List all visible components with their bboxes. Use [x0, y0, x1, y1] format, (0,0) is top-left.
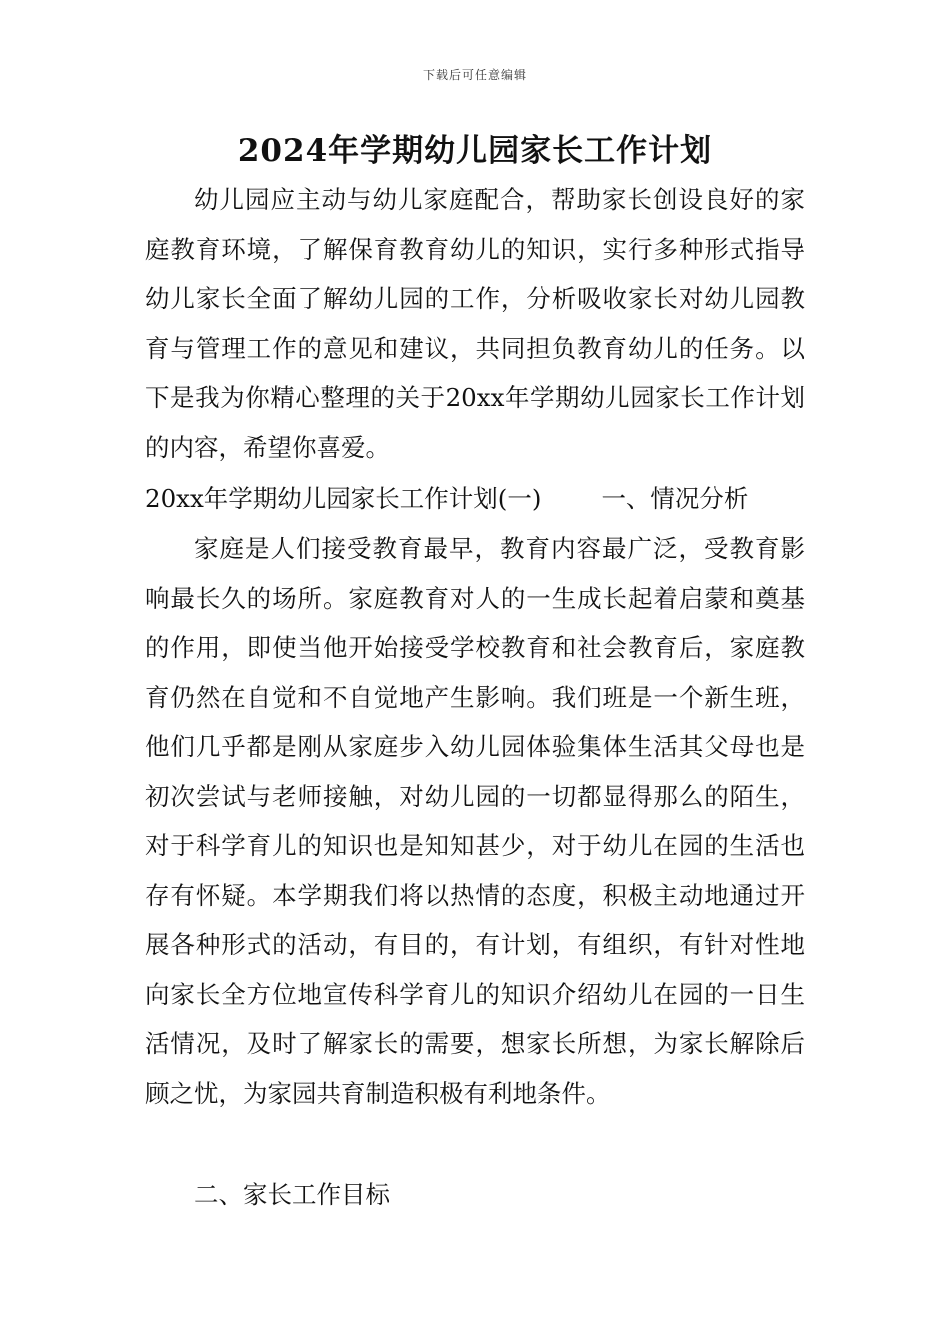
section1-body: 家庭是人们接受教育最早，教育内容最广泛，受教育影响最长久的场所。家庭教育对人的一生成长起着启蒙和奠基的作用，即使当他开始接受学校教育和社会教育后，家庭教育仍然在自觉和不自觉地产生影响。我们班是一个新生班，他们几乎都是刚从家庭步入幼儿园体验集体生活其父母也是初次尝试与老师接触，对幼儿园的一切都显得那么的陌生，对于科学育儿的知识也是知知甚少，对于幼儿在园的生活也存有怀疑。本学期我们将以热情的态度，积极主动地通过开展各种形式的活动，有目的，有计划，有组织，有针对性地向家长全方位地宣传科学育儿的知识介绍幼儿在园的一日生活情况，及时了解家长的需要，想家长所想，为家长解除后顾之忧，为家园共育制造积极有利地条件。 [145, 534, 805, 1108]
document-title: 2024年学期幼儿园家长工作计划 [237, 133, 713, 169]
plan-subtitle: 20xx年学期幼儿园家长工作计划(一) [145, 484, 542, 513]
section2-heading: 二、家长工作目标 [194, 1180, 390, 1209]
section1-heading: 一、情况分析 [601, 484, 749, 513]
header-note: 下载后可任意编辑 [422, 68, 527, 82]
subtitle-line [145, 474, 805, 524]
intro-paragraph: 幼儿园应主动与幼儿家庭配合，帮助家长创设良好的家庭教育环境，了解保育教育幼儿的知识，实行多种形式指导幼儿家长全面了解幼儿园的工作，分析吸收家长对幼儿园教育与管理工作的意见和建议，共同担负教育幼儿的任务。以下是我为你精心整理的关于20xx年学期幼儿园家长工作计划的内容，希望你喜爱。 [145, 185, 805, 462]
